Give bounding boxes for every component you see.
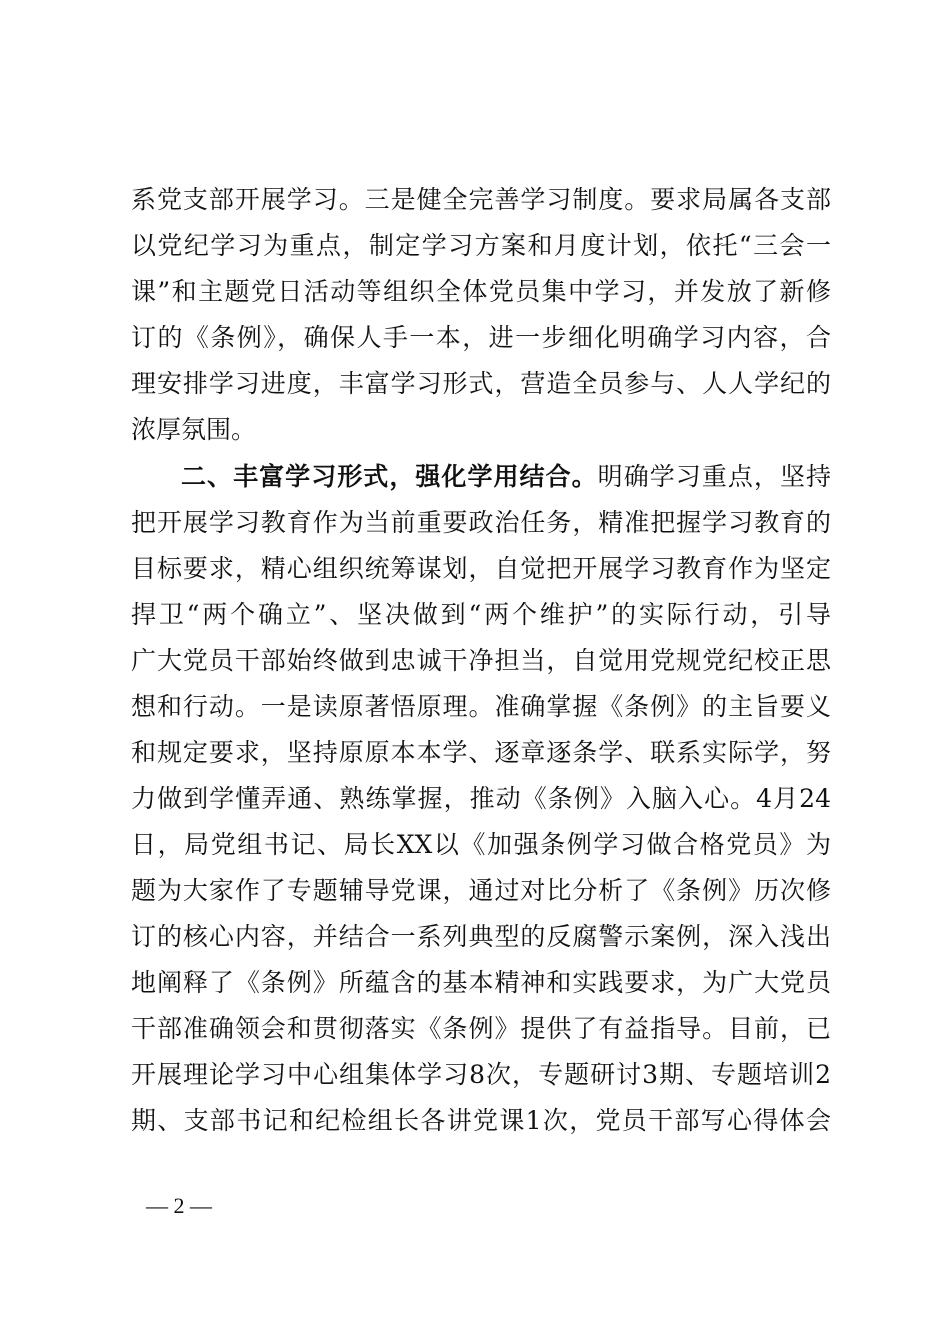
paragraph-line: 订的核心内容，并结合一系列典型的反腐警示案例，深入浅出 [131, 922, 831, 951]
paragraph-line: 地阐释了《条例》所蕴含的基本精神和实践要求，为广大党员 [131, 968, 831, 997]
paragraph-line: 捍卫“两个确立”、坚决做到“两个维护”的实际行动，引导 [131, 600, 831, 629]
paragraph-line: 广大党员干部始终做到忠诚干净担当，自觉用党规党纪校正思 [131, 646, 831, 675]
paragraph-line: 日，局党组书记、局长XX以《加强条例学习做合格党员》为 [131, 830, 831, 859]
paragraph-line: 题为大家作了专题辅导党课，通过对比分析了《条例》历次修 [131, 876, 831, 905]
page-number: — 2 — [146, 1193, 212, 1218]
paragraph-line: 目标要求，精心组织统筹谋划，自觉把开展学习教育作为坚定 [131, 554, 831, 583]
paragraph-line: 期、支部书记和纪检组长各讲党课1次，党员干部写心得体会 [131, 1106, 831, 1135]
paragraph-line: 理安排学习进度，丰富学习形式，营造全员参与、人人学纪的 [131, 369, 831, 398]
paragraph-line: 和规定要求，坚持原原本本学、逐章逐条学、联系实际学，努 [131, 738, 831, 767]
section-text: 明确学习重点，坚持 [597, 462, 831, 491]
paragraph-line: 以党纪学习为重点，制定学习方案和月度计划，依托“三会一 [131, 231, 831, 260]
paragraph-line: 开展理论学习中心组集体学习8次，专题研讨3期、专题培训2 [131, 1060, 831, 1089]
paragraph-line: 系党支部开展学习。三是健全完善学习制度。要求局属各支部 [131, 185, 831, 214]
paragraph-line: 浓厚氛围。 [131, 415, 257, 444]
paragraph-line: 力做到学懂弄通、熟练掌握，推动《条例》入脑入心。4月24 [131, 784, 831, 813]
section-heading-line [181, 457, 831, 497]
paragraph-line: 订的《条例》，确保人手一本，进一步细化明确学习内容，合 [131, 323, 831, 352]
paragraph-line: 把开展学习教育作为当前重要政治任务，精准把握学习教育的 [131, 508, 831, 537]
paragraph-line: 想和行动。一是读原著悟原理。准确掌握《条例》的主旨要义 [131, 692, 831, 721]
paragraph-line: 干部准确领会和贯彻落实《条例》提供了有益指导。目前，已 [131, 1014, 831, 1043]
paragraph-line: 课”和主题党日活动等组织全体党员集中学习，并发放了新修 [131, 277, 831, 306]
section-heading: 二、丰富学习形式，强化学用结合。 [181, 462, 598, 491]
